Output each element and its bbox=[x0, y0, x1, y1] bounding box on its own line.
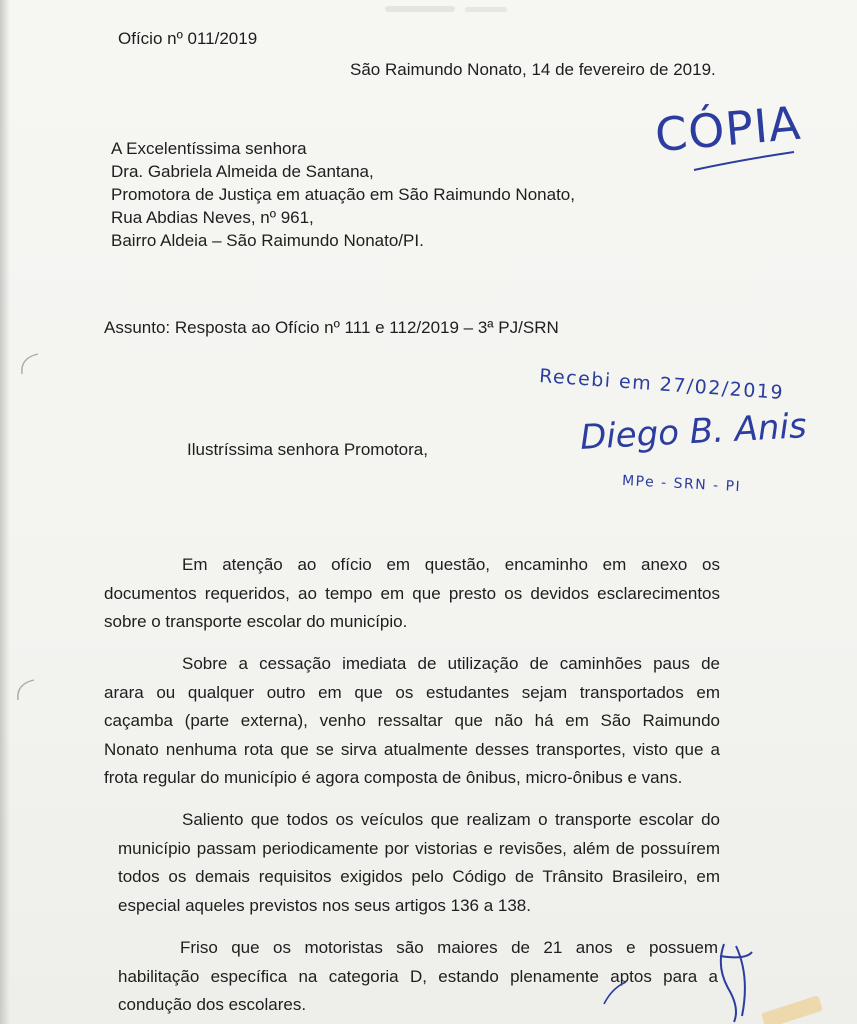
org-note: MPe - SRN - PI bbox=[621, 472, 742, 496]
page-shadow-edge bbox=[0, 0, 10, 1024]
recipient-line: A Excelentíssima senhora bbox=[111, 139, 307, 158]
recipient-line: Promotora de Justiça em atuação em São Raimundo Nonato, bbox=[111, 185, 575, 204]
paragraph-line: habilitação específica na categoria D, estando plenamente aptos para a bbox=[118, 966, 718, 986]
paragraph-line: todos os demais requisitos exigidos pelo Código de Trânsito Brasileiro, em bbox=[118, 867, 720, 886]
paragraph-line: Em atenção ao ofício em questão, encaminho em anexo os bbox=[182, 555, 720, 574]
paragraph-line: Nonato nenhuma rota que se sirva atualmente desses transportes, visto que a bbox=[104, 739, 720, 759]
bleed-through-mark bbox=[465, 7, 507, 12]
stamp-fragment bbox=[761, 995, 823, 1024]
punch-hole-mark bbox=[14, 676, 38, 706]
copia-stamp: CÓPIA bbox=[652, 95, 804, 163]
paragraph-line: município passam periodicamente por vistorias e revisões, além de possuírem bbox=[118, 838, 720, 858]
received-note: Recebi em 27/02/2019 bbox=[538, 365, 785, 405]
copia-underline-stroke bbox=[690, 140, 800, 180]
subject-line: Assunto: Resposta ao Ofício nº 111 e 112/2019 – 3ª PJ/SRN bbox=[104, 318, 559, 337]
paragraph-line: especial aqueles previstos nos seus artigos 136 a 138. bbox=[118, 895, 531, 915]
paragraph-line: Saliento que todos os veículos que realizam o transporte escolar do bbox=[182, 810, 720, 829]
pen-mark bbox=[600, 978, 630, 1008]
place-date: São Raimundo Nonato, 14 de fevereiro de 2019. bbox=[350, 60, 716, 79]
margin-rubric bbox=[706, 936, 766, 1024]
signature: Diego B. Anis bbox=[579, 406, 808, 458]
paragraph-line: sobre o transporte escolar do município. bbox=[104, 612, 408, 631]
body-paragraph bbox=[104, 551, 720, 637]
recipient-line: Rua Abdias Neves, nº 961, bbox=[111, 208, 314, 227]
paragraph-line: Sobre a cessação imediata de utilização de caminhões paus de bbox=[182, 654, 720, 673]
paragraph-line: condução dos escolares. bbox=[118, 995, 307, 1014]
oficio-number: Ofício nº 011/2019 bbox=[118, 29, 258, 48]
paragraph-line: Friso que os motoristas são maiores de 21 anos e possuem bbox=[180, 938, 718, 957]
body-paragraph bbox=[118, 806, 720, 920]
recipient-line: Dra. Gabriela Almeida de Santana, bbox=[111, 162, 374, 181]
paragraph-line: documentos requeridos, ao tempo em que presto os devidos esclarecimentos bbox=[104, 583, 720, 603]
recipient-line: Bairro Aldeia – São Raimundo Nonato/PI. bbox=[111, 231, 424, 250]
bleed-through-mark bbox=[385, 6, 455, 12]
paragraph-line: arara ou qualquer outro em que os estudantes sejam transportados em bbox=[104, 682, 720, 702]
punch-hole-mark bbox=[18, 350, 42, 380]
paragraph-line: frota regular do município é agora composta de ônibus, micro-ônibus e vans. bbox=[104, 768, 683, 787]
salutation: Ilustríssima senhora Promotora, bbox=[187, 440, 428, 459]
body-paragraph bbox=[104, 650, 720, 793]
paragraph-line: caçamba (parte externa), venho ressaltar que não há em São Raimundo bbox=[104, 711, 720, 730]
